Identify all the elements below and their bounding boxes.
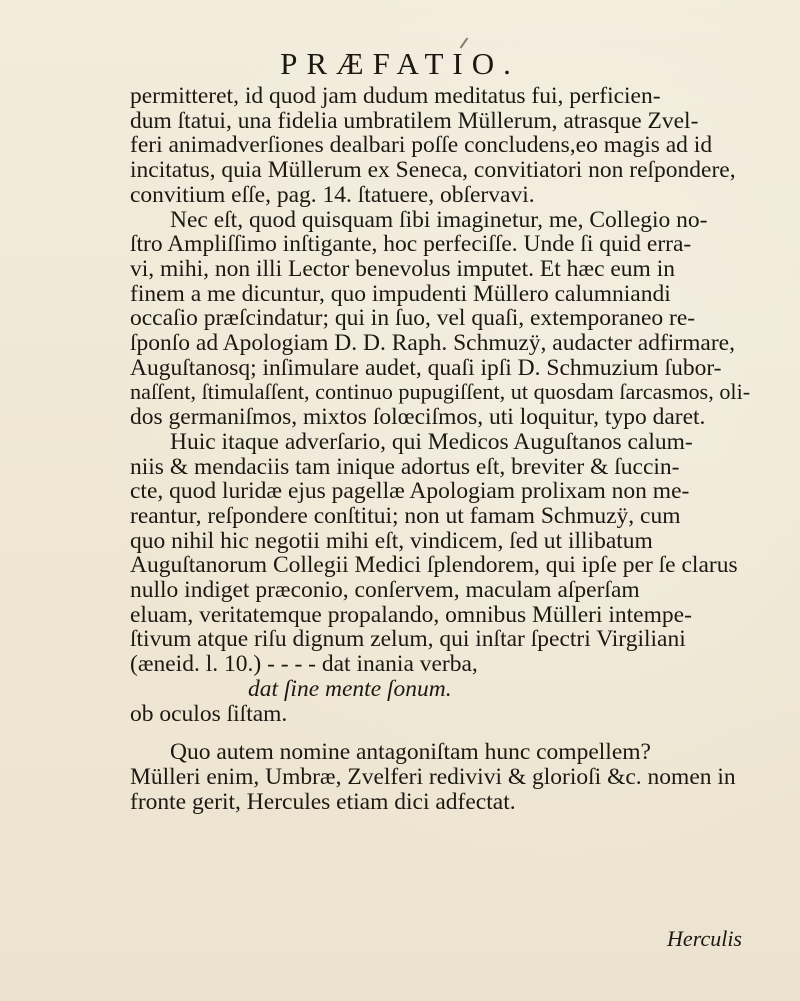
verse-line: dat ſine mente ſonum. xyxy=(248,675,452,702)
text-line: niis & mendaciis tam inique adortus eſt, breviter & ſuccin- xyxy=(130,453,680,480)
text-line: cte, quod luridæ ejus pagellæ Apologiam prolixam non me- xyxy=(130,478,690,505)
body-text xyxy=(130,83,751,815)
text-line: convitium eſſe, pag. 14. ſtatuere, obſervavi. xyxy=(130,181,535,208)
paragraph-1 xyxy=(130,84,740,208)
text-line: vi, mihi, non illi Lector benevolus imputet. Et hæc eum in xyxy=(130,255,675,282)
text-line: Auguſtanosq; inſimulare audet, quaſi ipſi D. Schmuzium ſubor- xyxy=(130,354,722,381)
paragraph-3 xyxy=(130,430,740,726)
paragraph-4 xyxy=(130,740,740,814)
text-line: ſtivum atque riſu dignum zelum, qui inſtar ſpectri Virgiliani xyxy=(130,626,686,653)
text-line: ob oculos ſiſtam. xyxy=(130,700,288,727)
text-line: Quo autem nomine antagoniſtam hunc compellem? xyxy=(170,739,651,766)
text-line: Nec eſt, quod quisquam ſibi imaginetur, me, Collegio no- xyxy=(170,206,708,233)
text-line: ſtro Ampliſſimo inſtigante, hoc perfeciſſe. Unde ſi quid erra- xyxy=(130,231,692,258)
text-line: fronte gerit, Hercules etiam dici adfectat. xyxy=(130,788,516,815)
text-line: feri animadverſiones dealbari poſſe concludens,eo magis ad id xyxy=(130,132,713,159)
text-line: dum ſtatui, una fidelia umbratilem Müllerum, atrasque Zvel- xyxy=(130,107,699,134)
text-line: Mülleri enim, Umbræ, Zvelferi redivivi & glorioſi &c. nomen in xyxy=(130,763,736,790)
text-line: reantur, reſpondere conſtitui; non ut famam Schmuzÿ, cum xyxy=(130,502,681,529)
text-line: ſponſo ad Apologiam D. D. Raph. Schmuzÿ, audacter adfirmare, xyxy=(130,330,735,357)
text-line: Auguſtanorum Collegii Medici ſplendorem, qui ipſe per ſe clarus xyxy=(130,552,738,579)
text-line: dos germaniſmos, mixtos ſolœciſmos, uti loquitur, typo daret. xyxy=(130,404,706,431)
text-line: quo nihil hic negotii mihi eſt, vindicem, ſed ut illibatum xyxy=(130,527,653,554)
paragraph-2 xyxy=(130,206,751,431)
text-line: eluam, veritatemque propalando, omnibus Mülleri intempe- xyxy=(130,601,692,628)
text-line: nullo indiget præconio, conſervem, maculam aſperſam xyxy=(130,577,640,604)
catchword: Herculis xyxy=(667,926,742,951)
text-line: occaſio præſcindatur; qui in ſuo, vel quaſi, extemporaneo re- xyxy=(130,305,696,332)
text-line: (æneid. l. 10.) - - - - dat inania verba, xyxy=(130,651,478,678)
page-heading: PRÆFATIO. xyxy=(280,46,520,81)
text-line: naſſent, ſtimulaſſent, continuo pupugiſſent, ut quosdam ſarcasmos, oli- xyxy=(130,379,751,405)
text-line: permitteret, id quod jam dudum meditatus fui, perficien- xyxy=(130,83,661,109)
text-line: Huic itaque adverſario, qui Medicos Auguſtanos calum- xyxy=(170,428,693,455)
text-line: finem a me dicuntur, quo impudenti Müllero calumniandi xyxy=(130,280,671,307)
text-line: incitatus, quia Müllerum ex Seneca, convitiatori non reſpondere, xyxy=(130,157,736,184)
